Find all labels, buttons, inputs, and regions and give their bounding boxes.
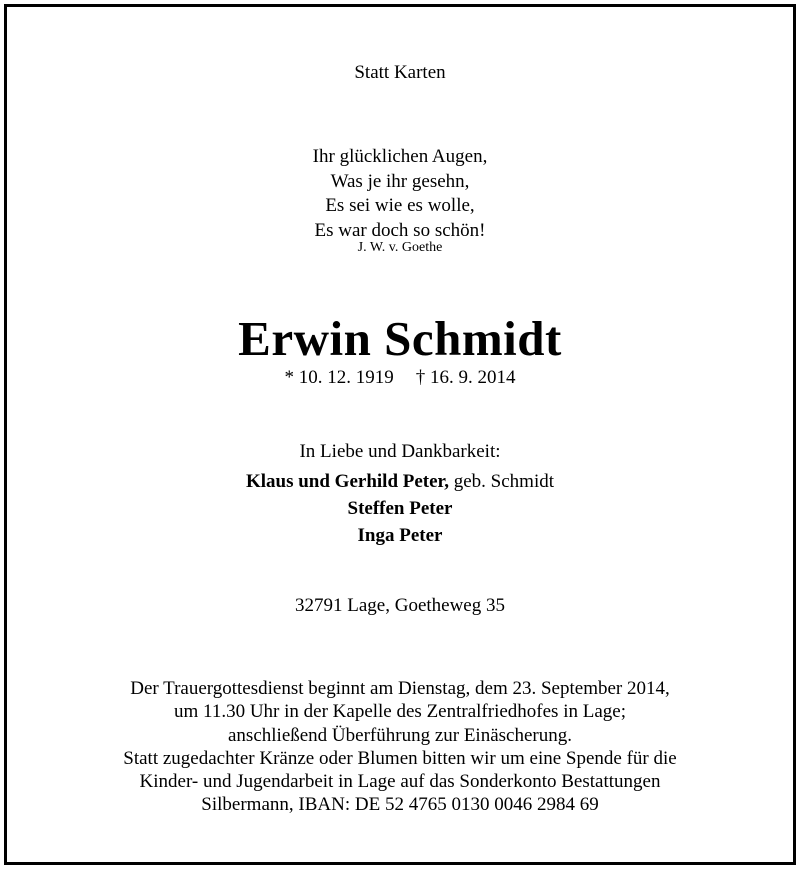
notice-line: Statt zugedachter Kränze oder Blumen bitten wir um eine Spende für die bbox=[123, 747, 677, 769]
poem-line: Es sei wie es wolle, bbox=[325, 195, 475, 216]
life-dates bbox=[7, 367, 793, 389]
mourner-name: Inga Peter bbox=[357, 525, 443, 546]
notice-line: um 11.30 Uhr in der Kapelle des Zentralfriedhofes in Lage; bbox=[174, 701, 626, 723]
poem-line: Es war doch so schön! bbox=[314, 219, 486, 241]
notice-line: Der Trauergottesdienst beginnt am Dienstag, dem 23. September 2014, bbox=[130, 678, 670, 699]
notice-line: Silbermann, IBAN: DE 52 4765 0130 0046 2984 69 bbox=[201, 794, 599, 816]
mourner-maiden-name: geb. Schmidt bbox=[449, 471, 555, 492]
funeral-notice bbox=[7, 677, 793, 817]
notice-line: anschließend Überführung zur Einäscherung. bbox=[228, 724, 572, 746]
mourner-line bbox=[7, 468, 793, 495]
mourners-intro: In Liebe und Dankbarkeit: bbox=[299, 441, 501, 462]
header-text: Statt Karten bbox=[354, 62, 446, 83]
birth-date: * 10. 12. 1919 bbox=[284, 367, 394, 388]
deceased-name: Erwin Schmidt bbox=[238, 311, 562, 366]
poem bbox=[7, 145, 793, 243]
notice-line: Kinder- und Jugendarbeit in Lage auf das Sonderkonto Bestattungen bbox=[139, 771, 661, 793]
poem-author: J. W. v. Goethe bbox=[357, 240, 443, 255]
death-date: † 16. 9. 2014 bbox=[415, 367, 516, 388]
address: 32791 Lage, Goetheweg 35 bbox=[295, 595, 505, 616]
mourner-name: Steffen Peter bbox=[347, 498, 453, 519]
poem-line: Was je ihr gesehn, bbox=[330, 170, 470, 192]
mourner-name: Klaus und Gerhild Peter, bbox=[245, 471, 449, 492]
poem-line: Ihr glücklichen Augen, bbox=[312, 146, 488, 167]
mourners-list bbox=[7, 468, 793, 549]
